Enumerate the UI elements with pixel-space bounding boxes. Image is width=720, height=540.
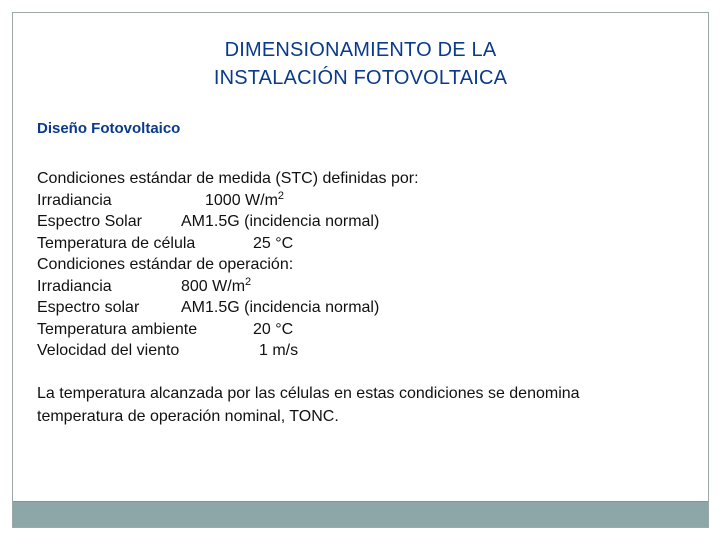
stc-heading-row <box>37 168 677 190</box>
stc-irradiance-label: Irradiancia <box>37 191 112 209</box>
stc-cell-temp-row <box>37 233 677 255</box>
stc-cell-temp-label: Temperatura de célula <box>37 234 196 252</box>
operation-irradiance-row <box>37 276 677 298</box>
operation-ambient-temp-row <box>37 319 677 341</box>
operation-wind-value: 1 m/s <box>259 342 299 359</box>
operation-wind-row <box>37 340 677 362</box>
stc-spectrum-label: Espectro Solar <box>37 213 142 230</box>
operation-irradiance-label: Irradiancia <box>37 277 112 295</box>
stc-irradiance-exponent: 2 <box>277 189 285 202</box>
operation-irradiance-number: 800 W/m <box>181 277 246 295</box>
stc-heading: Condiciones estándar de medida (STC) definidas por: <box>37 170 419 187</box>
operation-ambient-temp-label: Temperatura ambiente <box>37 320 198 338</box>
slide <box>12 12 709 528</box>
conclusion-line-2: temperatura de operación nominal, TONC. <box>37 408 339 425</box>
title-line-1: DIMENSIONAMIENTO DE LA <box>224 39 497 61</box>
operation-spectrum-value: AM1.5G (incidencia normal) <box>181 299 380 316</box>
stc-irradiance-number: 1000 W/m <box>205 191 278 209</box>
conclusion-paragraph <box>37 382 677 428</box>
operation-spectrum-row <box>37 297 677 319</box>
title-line-2: INSTALACIÓN FOTOVOLTAICA <box>213 67 508 89</box>
operation-irradiance-value <box>181 276 251 298</box>
conditions-block <box>37 168 677 362</box>
slide-title <box>13 36 708 92</box>
operation-irradiance-exponent: 2 <box>245 275 252 288</box>
stc-spectrum-value: AM1.5G (incidencia normal) <box>181 213 380 230</box>
footer-bar <box>13 501 708 527</box>
operation-spectrum-label: Espectro solar <box>37 299 140 316</box>
operation-ambient-temp-value: 20 °C <box>253 320 294 338</box>
stc-irradiance-row <box>37 190 677 212</box>
stc-cell-temp-value: 25 °C <box>253 234 294 252</box>
conclusion-line-1: La temperatura alcanzada por las células en estas condiciones se denomina <box>37 385 580 402</box>
operation-wind-label: Velocidad del viento <box>37 342 180 359</box>
stc-irradiance-value <box>205 190 284 212</box>
operation-heading: Condiciones estándar de operación: <box>37 256 294 273</box>
section-subtitle: Diseño Fotovoltaico <box>37 120 181 137</box>
operation-heading-row <box>37 254 677 276</box>
stc-spectrum-row <box>37 211 677 233</box>
